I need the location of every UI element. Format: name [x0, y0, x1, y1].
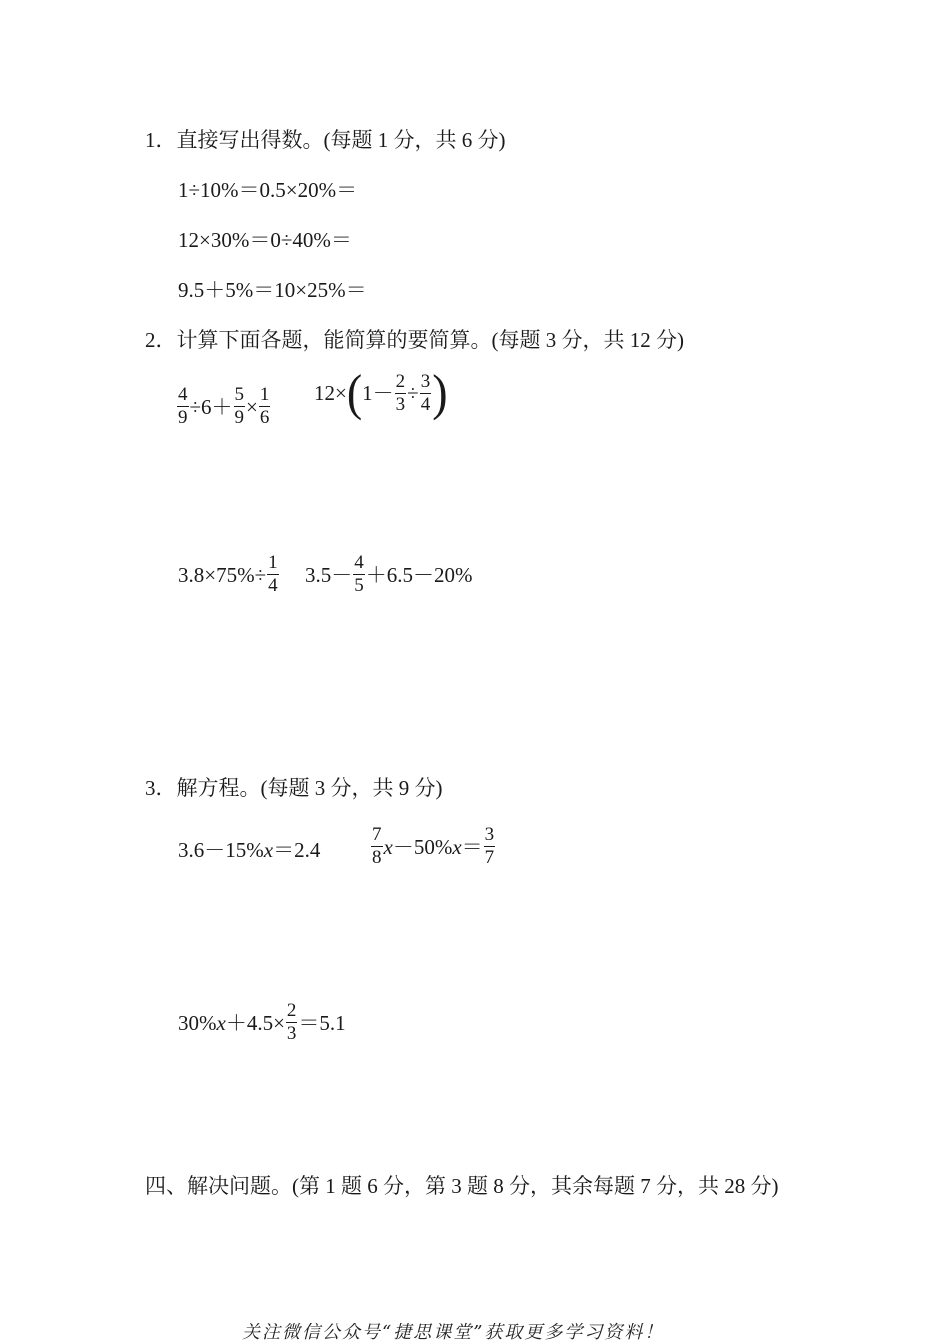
- fraction: $\frac{1}{4}$: [268, 552, 278, 596]
- q3-equation-1: 3.6－15% x ＝2.4: [178, 838, 321, 862]
- fraction: $\frac{7}{8}$: [372, 824, 382, 868]
- q2-expression-2: 12× ( 1－ $\frac{2}{3}$ ÷ $\frac{3}{4}$ ): [314, 364, 448, 421]
- q1-row-2: 12×30%＝0÷40%＝: [178, 228, 352, 252]
- q1-row-1: 1÷10%＝0.5×20%＝: [178, 178, 358, 202]
- q2-expression-1: $\frac{4}{9}$ ÷6＋ $\frac{5}{9}$ × $\frac{1}{6}$: [178, 384, 270, 428]
- fraction: $\frac{3}{4}$: [420, 370, 431, 415]
- q3-heading: 3．解方程。(每题 3 分，共 9 分): [145, 776, 443, 800]
- q1-heading: 1．直接写出得数。(每题 1 分，共 6 分): [145, 128, 506, 152]
- q3-equation-3: 30% x ＋4.5× $\frac{2}{3}$ ＝5.1: [178, 1000, 346, 1044]
- right-bracket: ): [432, 364, 448, 421]
- fraction: $\frac{4}{5}$: [354, 552, 364, 596]
- q2-heading: 2．计算下面各题，能简算的要简算。(每题 3 分，共 12 分): [145, 328, 684, 352]
- fraction: $\frac{5}{9}$: [234, 384, 245, 428]
- footer-note: 关注微信公众号“捷思课堂”获取更多学习资料！: [242, 1322, 665, 1343]
- q2-expression-3: 3.8×75%÷ $\frac{1}{4}$: [178, 552, 278, 596]
- fraction: $\frac{1}{6}$: [259, 384, 270, 428]
- fraction: $\frac{2}{3}$: [286, 1000, 297, 1044]
- q3-equation-2: $\frac{7}{8}$ x －50% x ＝ $\frac{3}{7}$: [372, 824, 495, 868]
- fraction: $\frac{4}{9}$: [178, 384, 188, 428]
- section-4-heading: 四、解决问题。(第 1 题 6 分，第 3 题 8 分，其余每题 7 分，共 28 分): [145, 1174, 779, 1198]
- q1-row-3: 9.5＋5%＝10×25%＝: [178, 278, 367, 302]
- fraction: $\frac{2}{3}$: [395, 370, 406, 415]
- left-bracket: (: [346, 364, 363, 421]
- q2-expression-4: 3.5－ $\frac{4}{5}$ ＋6.5－20%: [305, 552, 473, 596]
- fraction: $\frac{3}{7}$: [484, 824, 495, 868]
